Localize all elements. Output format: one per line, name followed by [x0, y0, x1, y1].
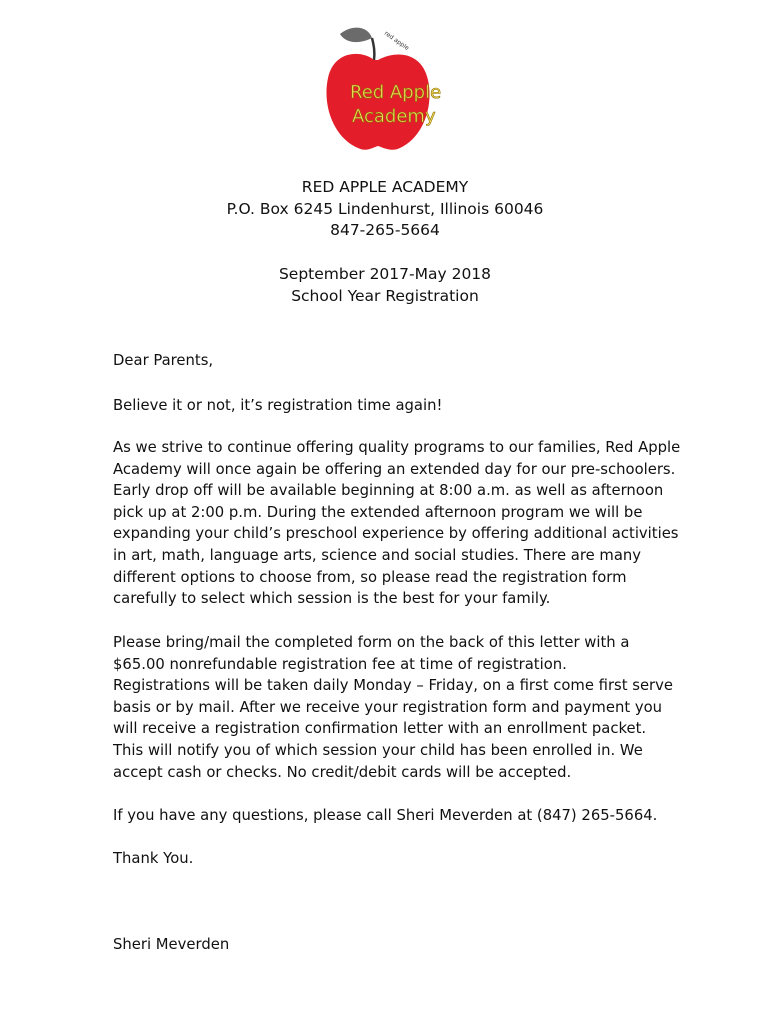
questions-line: If you have any questions, please call Sheri Meverden at (847) 265-5664.: [113, 807, 658, 824]
closing: Thank You.: [113, 850, 194, 867]
academy-header: [0, 177, 770, 242]
red-apple-logo: [316, 20, 442, 156]
logo-text-line1: Red Apple: [350, 82, 442, 103]
apple-leaf-icon: [340, 28, 372, 42]
paragraph-line: accept cash or checks. No credit/debit cards will be accepted.: [113, 763, 572, 781]
paragraph-line: pick up at 2:00 p.m. During the extended afternoon program we will be: [113, 503, 643, 521]
paragraph-line: will receive a registration confirmation letter with an enrollment packet.: [113, 720, 647, 738]
intro-line: Believe it or not, it’s registration time again!: [113, 397, 443, 414]
academy-address: P.O. Box 6245 Lindenhurst, Illinois 60046: [226, 199, 544, 218]
paragraph-line: carefully to select which session is the best for your family.: [113, 590, 551, 608]
paragraph-line: Academy will once again be offering an extended day for our pre-schoolers.: [113, 460, 676, 478]
paragraph-line: This will notify you of which session your child has been enrolled in. We: [113, 741, 643, 759]
paragraph-extended-day: [113, 437, 681, 610]
apple-stem-icon: [372, 38, 374, 60]
logo-text-line2: Academy: [352, 106, 436, 127]
paragraph-line: Early drop off will be available beginning at 8:00 a.m. as well as afternoon: [113, 482, 664, 500]
paragraph-line: in art, math, language arts, science and social studies. There are many: [113, 546, 642, 564]
registration-header: [0, 264, 770, 307]
paragraph-line: different options to choose from, so please read the registration form: [113, 568, 627, 586]
svg-text:red apple: red apple: [382, 29, 411, 52]
paragraph-line: expanding your child’s preschool experience by offering additional activities: [113, 525, 679, 543]
academy-name: RED APPLE ACADEMY: [301, 178, 469, 196]
paragraph-line: $65.00 nonrefundable registration fee at time of registration.: [113, 655, 567, 673]
salutation: Dear Parents,: [113, 352, 214, 369]
registration-subtitle: School Year Registration: [291, 286, 479, 305]
paragraph-line: As we strive to continue offering quality programs to our families, Red Apple: [113, 439, 681, 456]
academy-phone: 847-265-5664: [330, 221, 440, 239]
paragraph-registration: [113, 632, 673, 783]
signature: Sheri Meverden: [113, 936, 230, 953]
session-dates: September 2017-May 2018: [278, 265, 492, 283]
paragraph-line: Please bring/mail the completed form on the back of this letter with a: [113, 634, 630, 651]
paragraph-line: basis or by mail. After we receive your registration form and payment you: [113, 698, 663, 716]
paragraph-line: Registrations will be taken daily Monday – Friday, on a first come first serve: [113, 677, 673, 695]
